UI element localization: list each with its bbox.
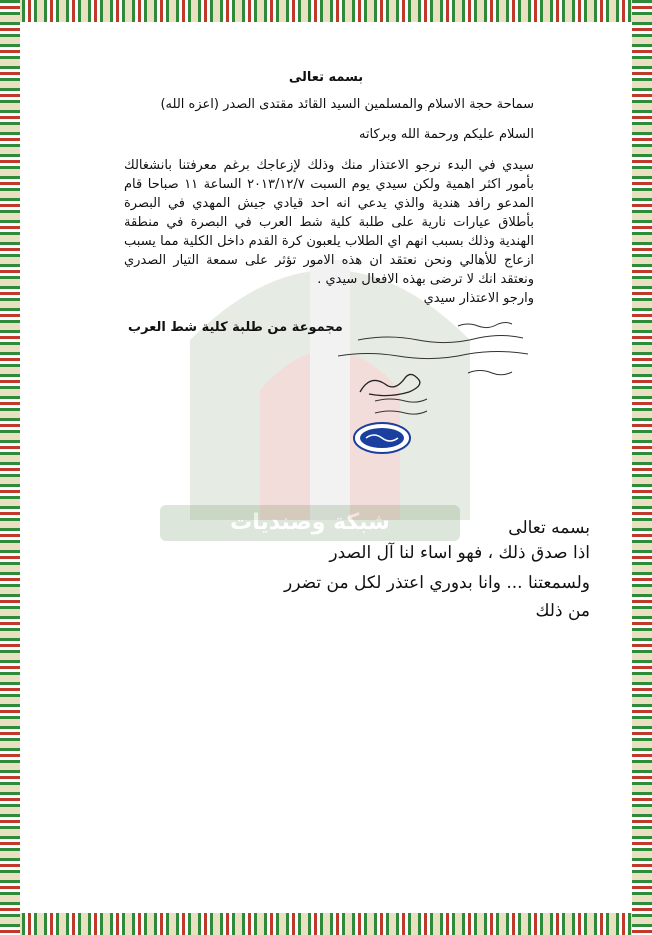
official-seal: [352, 421, 412, 455]
letter-body: [124, 156, 534, 308]
watermark-caption: شبكة وصنديات: [160, 505, 460, 541]
letter-heading: بسمه تعالى: [288, 70, 364, 85]
letter-greeting: السلام عليكم ورحمة الله وبركاته: [358, 127, 534, 142]
reply-line-1: بسمه تعالى: [508, 518, 590, 538]
letter-body-text: سيدي في البدء نرجو الاعتذار منك وذلك لإزعاجك برغم معرفتنا بانشغالك بأمور اكثر اهمية ولكن سيدي يوم السبت ٢٠١٣/١٢/٧ الساعة ١١ صباحا قام المدعو رافد هندية والذي يدعي انه احد قيادي جيش المهدي في البصرة بأطلاق عيارات نارية على طلبة كلية شط العرب في البصرة في منطقة الهندية وذلك بسبب انهم اي الطلاب يلعبون كرة القدم داخل الكلية مما يسبب ازعاج للأهالي ونحن نعتقد ان هذه الامور تؤثر على سمعة التيار الصدري ونعتقد انك لا ترضى بهذه الافعال سيدي .: [124, 158, 535, 287]
handwritten-reply-image: [318, 318, 548, 388]
signature-label: مجموعة من طلبة كلية شط العرب: [128, 320, 343, 335]
reply-line-4: من ذلك: [535, 601, 590, 621]
reply-line-2: اذا صدق ذلك ، فهو اساء لنا آل الصدر: [329, 543, 590, 563]
letter-closing: وارجو الاعتذار سيدي: [423, 291, 534, 306]
handwritten-stamp-note: [370, 393, 430, 423]
reply-line-3: ولسمعتنا ... وانا بدوري اعتذر لكل من تضرر: [284, 573, 590, 593]
letter-addressee: سماحة حجة الاسلام والمسلمين السيد القائد مقتدى الصدر (اعزه الله): [160, 97, 534, 112]
